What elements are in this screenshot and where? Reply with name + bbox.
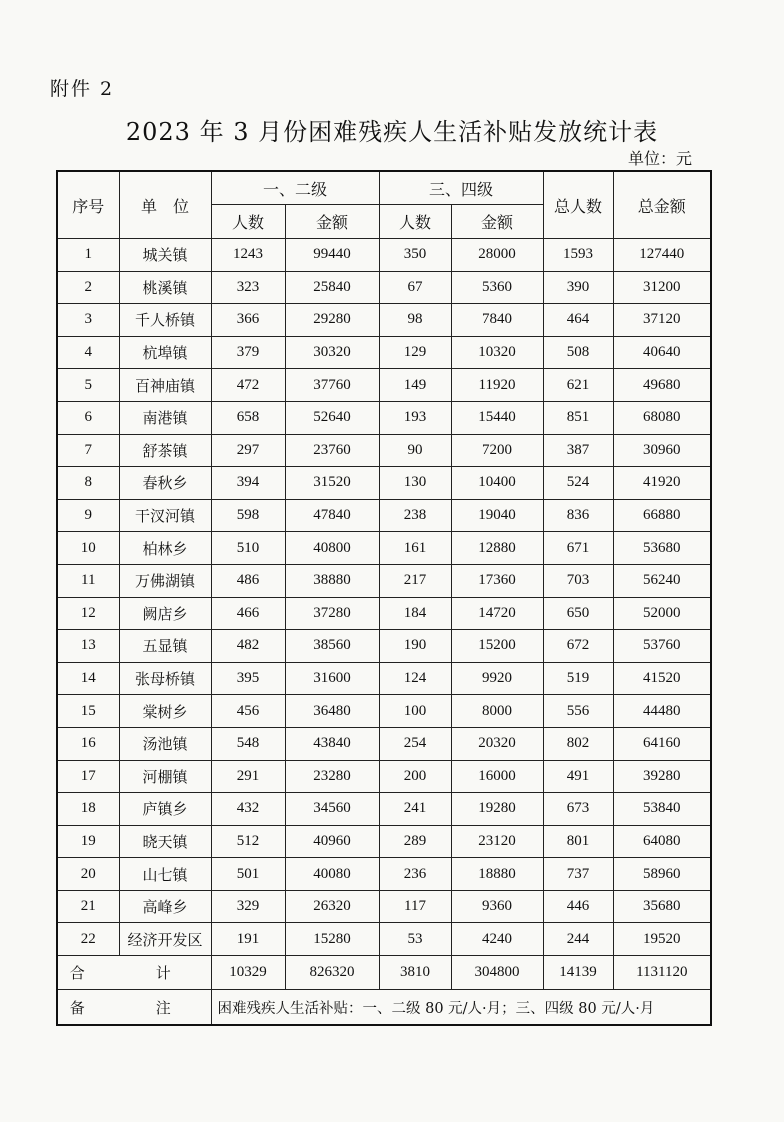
cell-total-amount: 41520 (613, 662, 711, 695)
cell-unit-name: 河棚镇 (119, 760, 211, 793)
cell-total-people: 556 (543, 695, 613, 728)
cell-amount-12: 40080 (285, 858, 379, 891)
cell-total-amount: 49680 (613, 369, 711, 402)
cell-people-12: 486 (211, 564, 285, 597)
cell-amount-34: 9920 (451, 662, 543, 695)
cell-people-12: 379 (211, 336, 285, 369)
cell-people-34: 254 (379, 727, 451, 760)
table-row (57, 434, 711, 467)
cell-amount-34: 10400 (451, 467, 543, 500)
cell-seq: 17 (57, 760, 119, 793)
cell-amount-12: 36480 (285, 695, 379, 728)
cell-total-amount: 127440 (613, 239, 711, 272)
cell-seq: 2 (57, 271, 119, 304)
cell-seq: 1 (57, 239, 119, 272)
header-unit: 单 位 (119, 171, 211, 239)
cell-amount-12: 43840 (285, 727, 379, 760)
total-people-12: 10329 (211, 956, 285, 990)
cell-people-34: 190 (379, 630, 451, 663)
cell-amount-12: 29280 (285, 304, 379, 337)
cell-people-34: 100 (379, 695, 451, 728)
cell-unit-name: 万佛湖镇 (119, 564, 211, 597)
cell-amount-34: 15440 (451, 401, 543, 434)
cell-total-amount: 40640 (613, 336, 711, 369)
cell-people-34: 200 (379, 760, 451, 793)
cell-seq: 15 (57, 695, 119, 728)
table-row (57, 597, 711, 630)
cell-amount-34: 19040 (451, 499, 543, 532)
cell-amount-34: 20320 (451, 727, 543, 760)
cell-unit-name: 汤池镇 (119, 727, 211, 760)
header-group-3-4: 三、四级 (379, 171, 543, 205)
cell-amount-12: 30320 (285, 336, 379, 369)
table-row (57, 304, 711, 337)
cell-people-12: 548 (211, 727, 285, 760)
cell-people-12: 432 (211, 793, 285, 826)
cell-people-12: 297 (211, 434, 285, 467)
cell-amount-12: 23760 (285, 434, 379, 467)
cell-seq: 22 (57, 923, 119, 956)
cell-total-people: 244 (543, 923, 613, 956)
cell-total-people: 650 (543, 597, 613, 630)
header-group-1-2: 一、二级 (211, 171, 379, 205)
cell-unit-name: 千人桥镇 (119, 304, 211, 337)
cell-amount-12: 15280 (285, 923, 379, 956)
cell-amount-34: 7200 (451, 434, 543, 467)
cell-amount-34: 19280 (451, 793, 543, 826)
cell-people-12: 394 (211, 467, 285, 500)
cell-people-12: 1243 (211, 239, 285, 272)
cell-total-people: 1593 (543, 239, 613, 272)
note-label: 备 注 (57, 990, 211, 1026)
cell-unit-name: 庐镇乡 (119, 793, 211, 826)
cell-total-people: 464 (543, 304, 613, 337)
total-label: 合 计 (57, 956, 211, 990)
total-row (57, 956, 711, 990)
table-row (57, 695, 711, 728)
total-people-34: 3810 (379, 956, 451, 990)
table-row (57, 369, 711, 402)
cell-people-34: 67 (379, 271, 451, 304)
cell-total-amount: 19520 (613, 923, 711, 956)
cell-seq: 7 (57, 434, 119, 467)
table-row (57, 467, 711, 500)
table-row (57, 793, 711, 826)
cell-total-amount: 53840 (613, 793, 711, 826)
cell-total-people: 491 (543, 760, 613, 793)
cell-total-amount: 52000 (613, 597, 711, 630)
cell-total-people: 737 (543, 858, 613, 891)
table-row (57, 499, 711, 532)
cell-people-34: 53 (379, 923, 451, 956)
note-row (57, 990, 711, 1026)
cell-unit-name: 杭埠镇 (119, 336, 211, 369)
cell-amount-12: 37280 (285, 597, 379, 630)
cell-seq: 11 (57, 564, 119, 597)
cell-total-people: 672 (543, 630, 613, 663)
cell-amount-34: 28000 (451, 239, 543, 272)
total-amount-12: 826320 (285, 956, 379, 990)
header-people-12: 人数 (211, 205, 285, 239)
cell-people-34: 217 (379, 564, 451, 597)
cell-amount-34: 4240 (451, 923, 543, 956)
cell-people-12: 658 (211, 401, 285, 434)
cell-people-34: 238 (379, 499, 451, 532)
cell-seq: 14 (57, 662, 119, 695)
cell-total-amount: 68080 (613, 401, 711, 434)
cell-seq: 3 (57, 304, 119, 337)
cell-amount-12: 52640 (285, 401, 379, 434)
header-seq: 序号 (57, 171, 119, 239)
cell-total-amount: 37120 (613, 304, 711, 337)
cell-total-amount: 56240 (613, 564, 711, 597)
cell-amount-12: 47840 (285, 499, 379, 532)
cell-unit-name: 五显镇 (119, 630, 211, 663)
cell-amount-34: 14720 (451, 597, 543, 630)
cell-amount-34: 10320 (451, 336, 543, 369)
cell-people-34: 161 (379, 532, 451, 565)
table-row (57, 760, 711, 793)
cell-people-12: 501 (211, 858, 285, 891)
cell-people-12: 510 (211, 532, 285, 565)
cell-total-people: 673 (543, 793, 613, 826)
header-total-people: 总人数 (543, 171, 613, 239)
cell-total-people: 851 (543, 401, 613, 434)
cell-total-amount: 39280 (613, 760, 711, 793)
table-row (57, 890, 711, 923)
cell-unit-name: 百神庙镇 (119, 369, 211, 402)
header-amount-34: 金额 (451, 205, 543, 239)
cell-seq: 20 (57, 858, 119, 891)
cell-amount-34: 9360 (451, 890, 543, 923)
cell-amount-34: 7840 (451, 304, 543, 337)
cell-total-people: 621 (543, 369, 613, 402)
table-row (57, 923, 711, 956)
cell-total-people: 703 (543, 564, 613, 597)
cell-unit-name: 舒茶镇 (119, 434, 211, 467)
header-amount-12: 金额 (285, 205, 379, 239)
cell-unit-name: 晓天镇 (119, 825, 211, 858)
cell-amount-34: 23120 (451, 825, 543, 858)
cell-people-12: 456 (211, 695, 285, 728)
table-row (57, 630, 711, 663)
cell-amount-12: 23280 (285, 760, 379, 793)
cell-people-12: 191 (211, 923, 285, 956)
cell-total-people: 519 (543, 662, 613, 695)
cell-amount-12: 40960 (285, 825, 379, 858)
cell-people-34: 90 (379, 434, 451, 467)
table-row (57, 564, 711, 597)
cell-unit-name: 干汊河镇 (119, 499, 211, 532)
cell-seq: 6 (57, 401, 119, 434)
table-row (57, 825, 711, 858)
cell-people-12: 466 (211, 597, 285, 630)
cell-people-12: 329 (211, 890, 285, 923)
total-amount-all: 1131120 (613, 956, 711, 990)
cell-total-people: 802 (543, 727, 613, 760)
cell-unit-name: 阙店乡 (119, 597, 211, 630)
cell-amount-34: 8000 (451, 695, 543, 728)
cell-unit-name: 高峰乡 (119, 890, 211, 923)
cell-people-34: 184 (379, 597, 451, 630)
cell-seq: 9 (57, 499, 119, 532)
cell-amount-12: 40800 (285, 532, 379, 565)
total-amount-34: 304800 (451, 956, 543, 990)
cell-people-12: 472 (211, 369, 285, 402)
cell-seq: 10 (57, 532, 119, 565)
header-total-amount: 总金额 (613, 171, 711, 239)
cell-amount-34: 12880 (451, 532, 543, 565)
cell-unit-name: 春秋乡 (119, 467, 211, 500)
cell-seq: 8 (57, 467, 119, 500)
cell-total-amount: 30960 (613, 434, 711, 467)
cell-unit-name: 山七镇 (119, 858, 211, 891)
cell-total-amount: 41920 (613, 467, 711, 500)
table-row (57, 532, 711, 565)
cell-total-people: 524 (543, 467, 613, 500)
cell-seq: 21 (57, 890, 119, 923)
attachment-label: 附件 2 (50, 78, 115, 100)
cell-total-amount: 53680 (613, 532, 711, 565)
cell-seq: 4 (57, 336, 119, 369)
table-row (57, 336, 711, 369)
document-title: 2023 年 3 月份困难残疾人生活补贴发放统计表 (125, 118, 659, 146)
cell-amount-12: 31520 (285, 467, 379, 500)
note-text: 困难残疾人生活补贴：一、二级 80 元/人·月；三、四级 80 元/人·月 (211, 990, 711, 1026)
cell-seq: 16 (57, 727, 119, 760)
cell-people-34: 350 (379, 239, 451, 272)
cell-unit-name: 城关镇 (119, 239, 211, 272)
cell-unit-name: 桃溪镇 (119, 271, 211, 304)
cell-amount-34: 16000 (451, 760, 543, 793)
cell-unit-name: 南港镇 (119, 401, 211, 434)
table-row (57, 271, 711, 304)
cell-seq: 13 (57, 630, 119, 663)
cell-total-amount: 66880 (613, 499, 711, 532)
unit-label: 单位：元 (628, 149, 693, 168)
cell-amount-12: 38560 (285, 630, 379, 663)
cell-people-12: 598 (211, 499, 285, 532)
table-row (57, 727, 711, 760)
cell-total-amount: 31200 (613, 271, 711, 304)
cell-people-34: 124 (379, 662, 451, 695)
cell-total-people: 446 (543, 890, 613, 923)
cell-total-amount: 35680 (613, 890, 711, 923)
cell-amount-12: 37760 (285, 369, 379, 402)
cell-people-12: 291 (211, 760, 285, 793)
table-row (57, 401, 711, 434)
cell-people-34: 241 (379, 793, 451, 826)
cell-people-34: 289 (379, 825, 451, 858)
cell-total-people: 671 (543, 532, 613, 565)
cell-seq: 12 (57, 597, 119, 630)
cell-total-amount: 58960 (613, 858, 711, 891)
cell-unit-name: 经济开发区 (119, 923, 211, 956)
cell-seq: 18 (57, 793, 119, 826)
cell-people-34: 98 (379, 304, 451, 337)
cell-total-people: 390 (543, 271, 613, 304)
cell-total-amount: 64080 (613, 825, 711, 858)
cell-total-people: 508 (543, 336, 613, 369)
table-row (57, 239, 711, 272)
cell-amount-12: 38880 (285, 564, 379, 597)
cell-amount-12: 99440 (285, 239, 379, 272)
cell-amount-34: 15200 (451, 630, 543, 663)
cell-people-34: 236 (379, 858, 451, 891)
cell-total-amount: 64160 (613, 727, 711, 760)
cell-unit-name: 柏林乡 (119, 532, 211, 565)
cell-people-34: 117 (379, 890, 451, 923)
cell-unit-name: 棠树乡 (119, 695, 211, 728)
cell-people-12: 366 (211, 304, 285, 337)
header-row-1 (57, 171, 711, 205)
cell-total-amount: 44480 (613, 695, 711, 728)
cell-total-people: 387 (543, 434, 613, 467)
cell-amount-34: 5360 (451, 271, 543, 304)
cell-amount-12: 25840 (285, 271, 379, 304)
cell-amount-34: 18880 (451, 858, 543, 891)
cell-amount-34: 11920 (451, 369, 543, 402)
table-row (57, 858, 711, 891)
cell-amount-12: 34560 (285, 793, 379, 826)
cell-total-amount: 53760 (613, 630, 711, 663)
cell-people-34: 193 (379, 401, 451, 434)
total-people-all: 14139 (543, 956, 613, 990)
cell-amount-12: 26320 (285, 890, 379, 923)
cell-people-12: 395 (211, 662, 285, 695)
cell-people-34: 149 (379, 369, 451, 402)
cell-seq: 5 (57, 369, 119, 402)
cell-amount-34: 17360 (451, 564, 543, 597)
cell-people-12: 512 (211, 825, 285, 858)
cell-amount-12: 31600 (285, 662, 379, 695)
cell-total-people: 836 (543, 499, 613, 532)
header-people-34: 人数 (379, 205, 451, 239)
cell-people-34: 130 (379, 467, 451, 500)
cell-people-12: 323 (211, 271, 285, 304)
statistics-table (56, 170, 712, 1026)
cell-people-12: 482 (211, 630, 285, 663)
table-row (57, 662, 711, 695)
cell-total-people: 801 (543, 825, 613, 858)
cell-people-34: 129 (379, 336, 451, 369)
cell-seq: 19 (57, 825, 119, 858)
cell-unit-name: 张母桥镇 (119, 662, 211, 695)
